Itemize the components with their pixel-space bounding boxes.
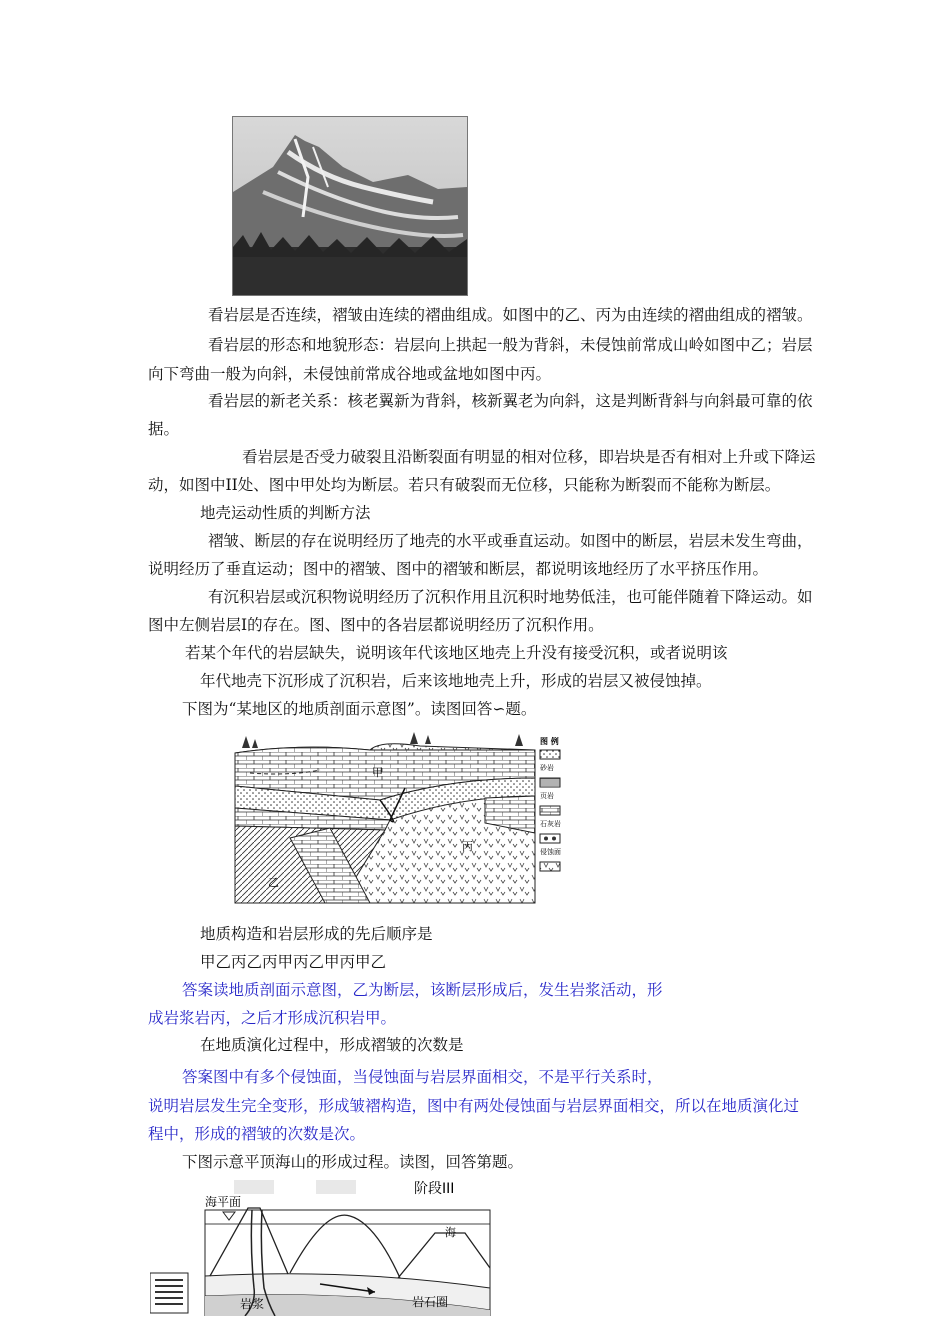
legend-erosion: 侵蚀面 (540, 848, 561, 856)
sea-label: 海 (445, 1226, 456, 1239)
legend-limestone: 石灰岩 (540, 820, 561, 828)
magma-label: 岩浆 (240, 1297, 265, 1311)
paragraph-age-2: 据。 (148, 420, 180, 438)
question-1: 地质构造和岩层形成的先后顺序是 (200, 925, 433, 943)
legend-erosion-swatch (540, 834, 560, 843)
question-1-options: 甲乙丙乙丙甲丙乙甲丙甲乙 (200, 953, 387, 971)
paragraph-movement-2: 说明经历了垂直运动；图中的褶皱、图中的褶皱和断层，都说明该地经历了水平挤压作用。 (148, 560, 769, 578)
legend-sandstone: 砂岩 (540, 764, 554, 772)
paragraph-missing-1: 若某个年代的岩层缺失，说明该年代该地区地壳上升没有接受沉积，或者说明该 (185, 644, 728, 662)
label-bing: 丙 (462, 840, 473, 853)
answer-2-line-3: 程中，形成的褶皱的次数是次。 (148, 1125, 366, 1143)
label-jia: 甲 (372, 766, 383, 779)
question-intro-guyot: 下图示意平顶海山的形成过程。读图，回答第题。 (182, 1153, 524, 1171)
answer-1-line-1: 答案读地质剖面示意图，乙为断层，该断层形成后，发生岩浆活动，形 (182, 981, 663, 999)
paragraph-shape-1: 看岩层的形态和地貌形态：岩层向上拱起一般为背斜，未侵蚀前常成山岭如图中乙；岩层 (208, 336, 813, 354)
answer-1-line-2: 成岩浆岩丙，之后才形成沉积岩甲。 (148, 1009, 397, 1027)
label-yi: 乙 (268, 876, 279, 889)
stage-3-label: 阶段III (414, 1181, 455, 1197)
question-intro-geologic-section: 下图为“某地区的地质剖面示意图”。读图回答∽题。 (182, 700, 537, 718)
paragraph-continuity: 看岩层是否连续，褶皱由连续的褶曲组成。如图中的乙、丙为由连续的褶曲组成的褶皱。 (208, 306, 813, 324)
paragraph-movement-1: 褶皱、断层的存在说明经历了地壳的水平或垂直运动。如图中的断层，岩层未发生弯曲， (208, 532, 813, 550)
legend-limestone-swatch (540, 806, 560, 815)
paragraph-sediment-1: 有沉积岩层或沉积物说明经历了沉积作用且沉积时地势低洼，也可能伴随着下降运动。如 (208, 588, 813, 606)
legend-title: 图 例 (540, 737, 559, 746)
stage-1-faded (234, 1180, 274, 1194)
answer-2-line-1: 答案图中有多个侵蚀面，当侵蚀面与岩层界面相交，不是平行关系时， (182, 1068, 663, 1086)
paragraph-shape-2: 向下弯曲一般为向斜，未侵蚀前常成谷地或盆地如图中丙。 (148, 365, 552, 383)
section-heading-crust-movement: 地壳运动性质的判断方法 (200, 504, 371, 522)
lithosphere-label: 岩石圈 (412, 1295, 449, 1309)
question-2: 在地质演化过程中，形成褶皱的次数是 (200, 1036, 464, 1054)
legend-sandstone-swatch (540, 750, 560, 759)
stage-2-faded (316, 1180, 356, 1194)
paragraph-age-1: 看岩层的新老关系：核老翼新为背斜，核新翼老为向斜，这是判断背斜与向斜最可靠的依 (208, 392, 813, 410)
guyot-formation-figure (150, 1178, 495, 1316)
sea-level-label: 海平面 (205, 1195, 242, 1209)
legend-shale-swatch (540, 778, 560, 787)
paragraph-fault-2: 动，如图中II处、图中甲处均为断层。若只有破裂而无位移，只能称为断裂而不能称为断层。 (148, 476, 781, 494)
paragraph-sediment-2: 图中左侧岩层I的存在。图、图中的各岩层都说明经历了沉积作用。 (148, 616, 604, 634)
legend-igneous-swatch (540, 862, 560, 871)
folded-mountain-photo (232, 116, 468, 296)
legend-shale: 页岩 (540, 792, 554, 800)
paragraph-missing-2: 年代地壳下沉形成了沉积岩，后来该地地壳上升，形成的岩层又被侵蚀掉。 (200, 672, 712, 690)
paragraph-fault-1: 看岩层是否受力破裂且沿断裂面有明显的相对位移，即岩块是否有相对上升或下降运 (242, 448, 816, 466)
geologic-section-figure (230, 728, 570, 908)
answer-2-line-2: 说明岩层发生完全变形，形成皱褶构造，图中有两处侵蚀面与岩层界面相交，所以在地质演化过 (148, 1097, 800, 1115)
